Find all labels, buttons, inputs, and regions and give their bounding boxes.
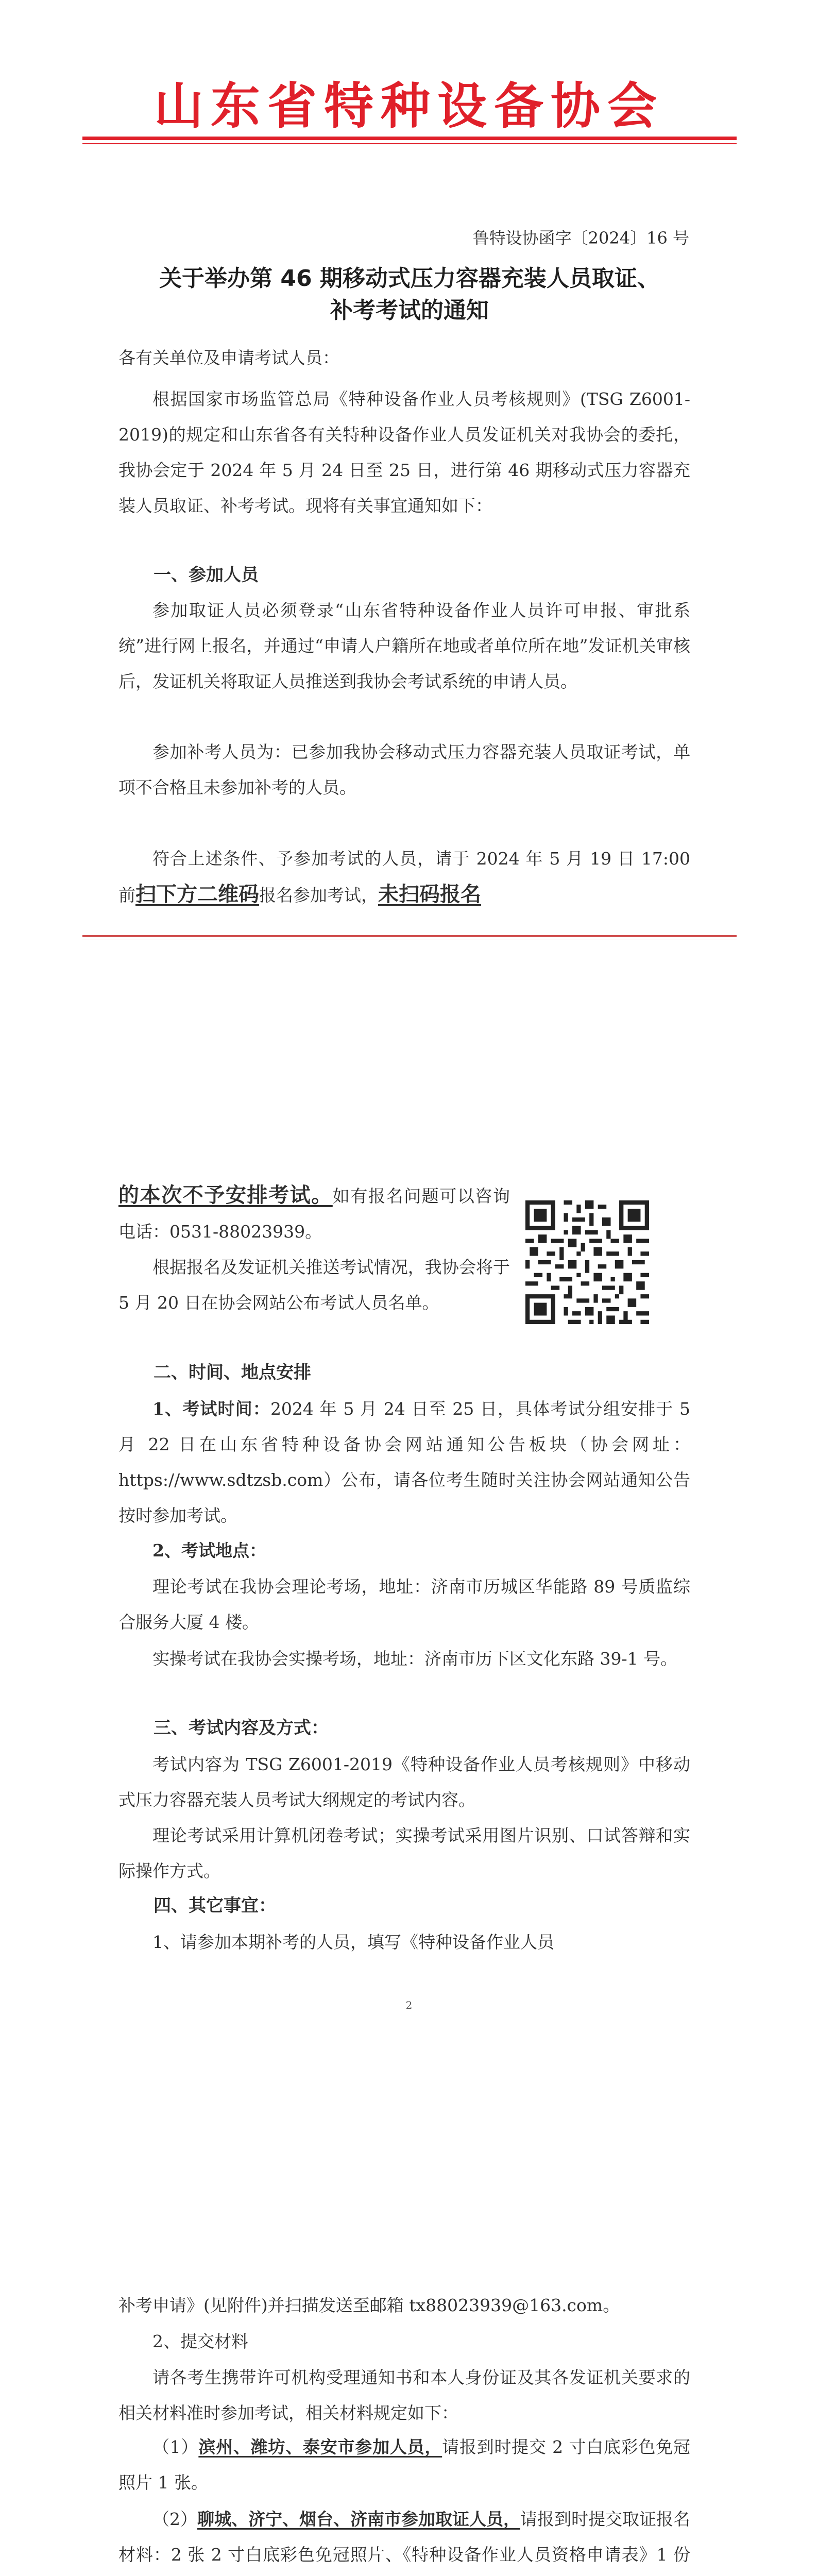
intro-paragraph: 根据国家市场监管总局《特种设备作业人员考核规则》(TSG Z6001-2019)的规定和山东省各有关特种设备作业人员发证机关对我协会的委托，我协会定于 2024 年 5 月 24 日至 25 日，进行第 46 期移动式压力容器充装人员取证、补考考试。现将有关事宜通知如下： (118, 389, 690, 516)
no-arrangement-warning: 的本次不予安排考试。 (118, 1183, 333, 1207)
inquiry-phone: 如有报名问题可以咨询电话：0531-88023939。 (118, 1186, 510, 1242)
materials-item-2-cities: 聊城、济宁、烟台、济南市参加取证人员， (197, 2509, 520, 2529)
salutation: 各有关单位及申请考试人员： (118, 348, 339, 368)
section-4-item-1-start: 1、请参加本期补考的人员，填写《特种设备作业人员 (152, 1932, 554, 1952)
section-4-item-1-end: 补考申请》(见附件)并扫描发送至邮箱 tx88023939@163.com。 (118, 2295, 620, 2315)
letterhead-rule (82, 137, 737, 140)
page-3 (0, 2226, 818, 2576)
letterhead: 山东省特种设备协会 (154, 77, 664, 135)
page-2 (0, 1113, 818, 2226)
exam-time-paragraph (118, 1391, 690, 1533)
materials-intro: 请各考生携带许可机构受理通知书和本人身份证及其各发证机关要求的相关材料准时参加考试，相关材料规定如下： (118, 2367, 690, 2423)
exam-content: 考试内容为 TSG Z6001-2019《特种设备作业人员考核规则》中移动式压力容器充装人员考试大纲规定的考试内容。 (118, 1754, 690, 1810)
section-1-paragraph-4: 根据报名及发证机关推送考试情况，我协会将于 5 月 20 日在协会网站公布考试人员名单。 (118, 1257, 510, 1313)
scan-qr-emphasis: 扫下方二维码 (135, 882, 259, 906)
materials-item-1-cities: 滨州、潍坊、泰安市参加人员， (198, 2437, 442, 2457)
section-1-paragraph-1: 参加取证人员必须登录“山东省特种设备作业人员许可申报、审批系统”进行网上报名，并通过“申请人户籍所在地或者单位所在地”发证机关审核后，发证机关将取证人员推送到我协会考试系统的申请人员。 (118, 600, 690, 691)
notice-title (113, 263, 706, 327)
theory-exam-location: 理论考试在我协会理论考场，地址：济南市历城区华能路 89 号质监综合服务大厦 4 楼。 (118, 1577, 690, 1632)
section-3-heading: 三、考试内容及方式： (154, 1718, 329, 1738)
unscanned-warning: 未扫码报名 (378, 882, 481, 906)
exam-method: 理论考试采用计算机闭卷考试；实操考试采用图片识别、口试答辩和实际操作方式。 (118, 1825, 690, 1881)
materials-item-2-number: （2） (152, 2509, 197, 2529)
materials-item-2 (118, 2501, 690, 2576)
registration-text: 报名参加考试， (259, 885, 378, 905)
registration-deadline: 符合上述条件、予参加考试的人员，请于 2024 年 5 月 19 日 17:00 前 (118, 849, 690, 905)
page-1 (0, 0, 818, 1113)
letterhead-rule-thin (82, 143, 737, 144)
section-1-paragraph-3 (118, 841, 690, 913)
section-1-paragraph-3-cont (118, 1177, 510, 1249)
materials-item-2-text: 请报到时提交取证报名材料：2 张 2 寸白底彩色免冠照片、《特种设备作业人员资格申请表》1 份 (118, 2509, 690, 2565)
materials-item-1-text: 请报到时提交 2 寸白底彩色免冠照片 1 张。 (118, 2437, 691, 2493)
page-number: 2 (405, 1999, 413, 2011)
section-1-heading: 一、参加人员 (154, 565, 259, 585)
exam-place-heading: 2、考试地点： (152, 1540, 266, 1561)
exam-time-text: 2024 年 5 月 24 日至 25 日，具体考试分组安排于 5 月 22 日在山东省特种设备协会网站通知公告板块（协会网址：https://www.sdtzsb.com）公布，请各位考生随时关注协会网站通知公告按时参加考试。 (118, 1399, 690, 1526)
title-line-2: 补考考试的通知 (330, 297, 489, 324)
section-1-paragraph-2: 参加补考人员为：已参加我协会移动式压力容器充装人员取证考试，单项不合格且未参加补考的人员。 (118, 742, 690, 798)
section-2-heading: 二、时间、地点安排 (154, 1362, 311, 1383)
title-line-1: 关于举办第 46 期移动式压力容器充装人员取证、 (159, 265, 660, 292)
exam-time-label: 1、考试时间： (152, 1399, 270, 1419)
materials-item-1 (118, 2429, 690, 2500)
registration-qr-code[interactable] (525, 1200, 649, 1324)
scan-artifact-line (82, 935, 737, 937)
practical-exam-location: 实操考试在我协会实操考场，地址：济南市历下区文化东路 39-1 号。 (152, 1649, 678, 1669)
materials-heading: 2、提交材料 (152, 2331, 248, 2351)
materials-item-1-number: （1） (152, 2437, 199, 2457)
document-number: 鲁特设协函字〔2024〕16 号 (472, 228, 689, 248)
section-4-heading: 四、其它事宜： (154, 1895, 276, 1916)
